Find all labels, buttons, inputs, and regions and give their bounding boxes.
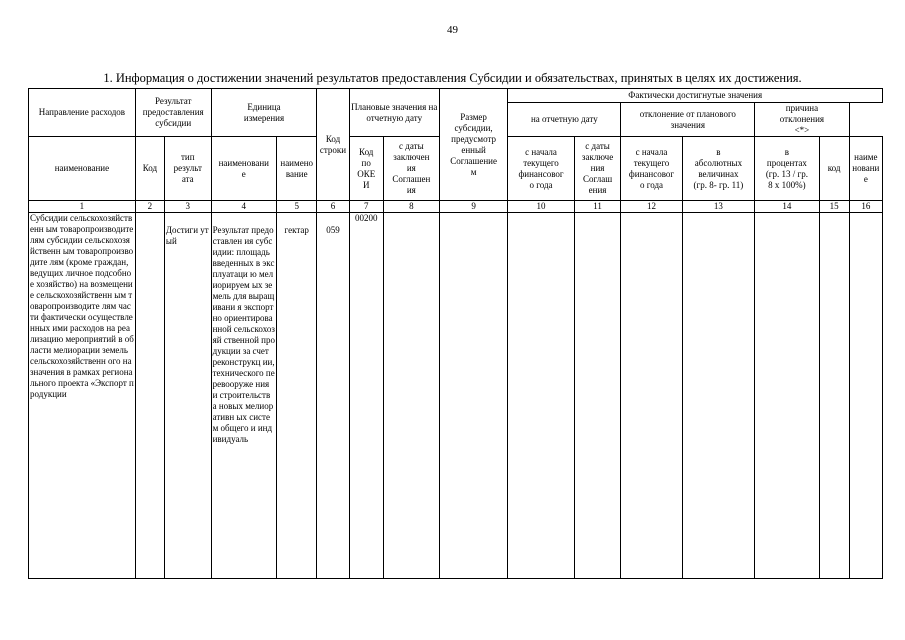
header-subsidy-size: Размер субсидии, предусмотр енный Соглашение м (439, 89, 507, 201)
column-number: 11 (574, 201, 621, 213)
header-actual: Фактически достигнутые значения (508, 89, 883, 103)
row-unit-name: гектар (276, 213, 316, 579)
header-result-name: наименовани е (211, 137, 276, 201)
column-number: 10 (508, 201, 574, 213)
header-deviation: отклонение от планового значения (621, 103, 755, 137)
column-number: 9 (439, 201, 507, 213)
page-number: 49 (447, 24, 458, 36)
row-cell (621, 213, 682, 579)
column-number: 1 (29, 201, 136, 213)
header-name: наименование (29, 137, 136, 201)
row-result-name: Результат предоставлен ия субсидии: площадь введенных в эксплуатаци ю мелиорируем ых земель для выращивани я экспортно ориентирова нной сельскохозяй ственной продукции за счет реконструкц ии, технического перевооруже ния и строительств а новых мелиоративн ых систем общего и индивидуаль (211, 213, 276, 579)
row-result-type: Достиги утый (164, 213, 211, 579)
header-percent: в процентах (гр. 13 / гр. 8 х 100%) (755, 137, 819, 201)
row-line-code: 00200 (349, 213, 383, 579)
column-number: 3 (164, 201, 211, 213)
header-okei: Код по ОКЕ И (349, 137, 383, 201)
column-number: 16 (849, 201, 882, 213)
column-number: 13 (682, 201, 755, 213)
header-reason-name: наиме новани е (849, 137, 882, 201)
header-from-year: с начала текущего финансовог о года (508, 137, 574, 201)
header-on-date: на отчетную дату (508, 103, 621, 137)
header-planned: Плановые значения на отчетную дату (349, 89, 439, 137)
header-from-agreement: с даты заключен ия Соглашен ия (383, 137, 439, 201)
header-unit-name: наимено вание (276, 137, 316, 201)
header-actual-from-year: с начала текущего финансовог о года (621, 137, 682, 201)
row-cell (439, 213, 507, 579)
header-row-code: Код строки (317, 89, 349, 201)
column-number: 14 (755, 201, 819, 213)
row-name: Субсидии сельскохозяйственн ым товаропроизводите лям субсидии сельскохозяйственн ым товаропроизводите лям (кроме граждан, ведущих личное подсобное хозяйство) на возмещение сельскохозяйственн ым товаропроизводите лям части фактически осуществленных ими расходов на реализацию мероприятий в области мелиорации земель сельскохозяйственн ого назначения в рамках регионального проекта «Экспорт продукции (29, 213, 136, 579)
column-number: 6 (317, 201, 349, 213)
header-result-type: тип результ ата (164, 137, 211, 201)
header-absolute: в абсолютных величинах (гр. 8- гр. 11) (682, 137, 755, 201)
row-cell (849, 213, 882, 579)
column-number: 2 (135, 201, 164, 213)
header-result: Результат предоставления субсидии (135, 89, 211, 137)
results-table (28, 88, 883, 579)
header-actual-from-agreement: с даты заключе ния Соглаш ения (574, 137, 621, 201)
row-cell (508, 213, 574, 579)
column-number: 8 (383, 201, 439, 213)
column-number: 4 (211, 201, 276, 213)
column-number-row (29, 201, 883, 213)
section-title: 1. Информация о достижении значений результатов предоставления Субсидии и обязательствах, принятых в целях их достижения. (103, 71, 802, 85)
row-okei: 059 (317, 213, 349, 579)
header-reason: причина отклонения <*> (755, 103, 849, 137)
column-number: 7 (349, 201, 383, 213)
column-number: 5 (276, 201, 316, 213)
row-cell (819, 213, 849, 579)
header-reason-code: код (819, 137, 849, 201)
row-cell (682, 213, 755, 579)
row-cell (755, 213, 819, 579)
row-code-cell (135, 213, 164, 579)
header-direction: Направление расходов (29, 89, 136, 137)
header-unit: Единица измерения (211, 89, 317, 137)
row-cell (383, 213, 439, 579)
row-cell (574, 213, 621, 579)
column-number: 12 (621, 201, 682, 213)
table-row (29, 213, 883, 579)
header-code: Код (135, 137, 164, 201)
column-number: 15 (819, 201, 849, 213)
